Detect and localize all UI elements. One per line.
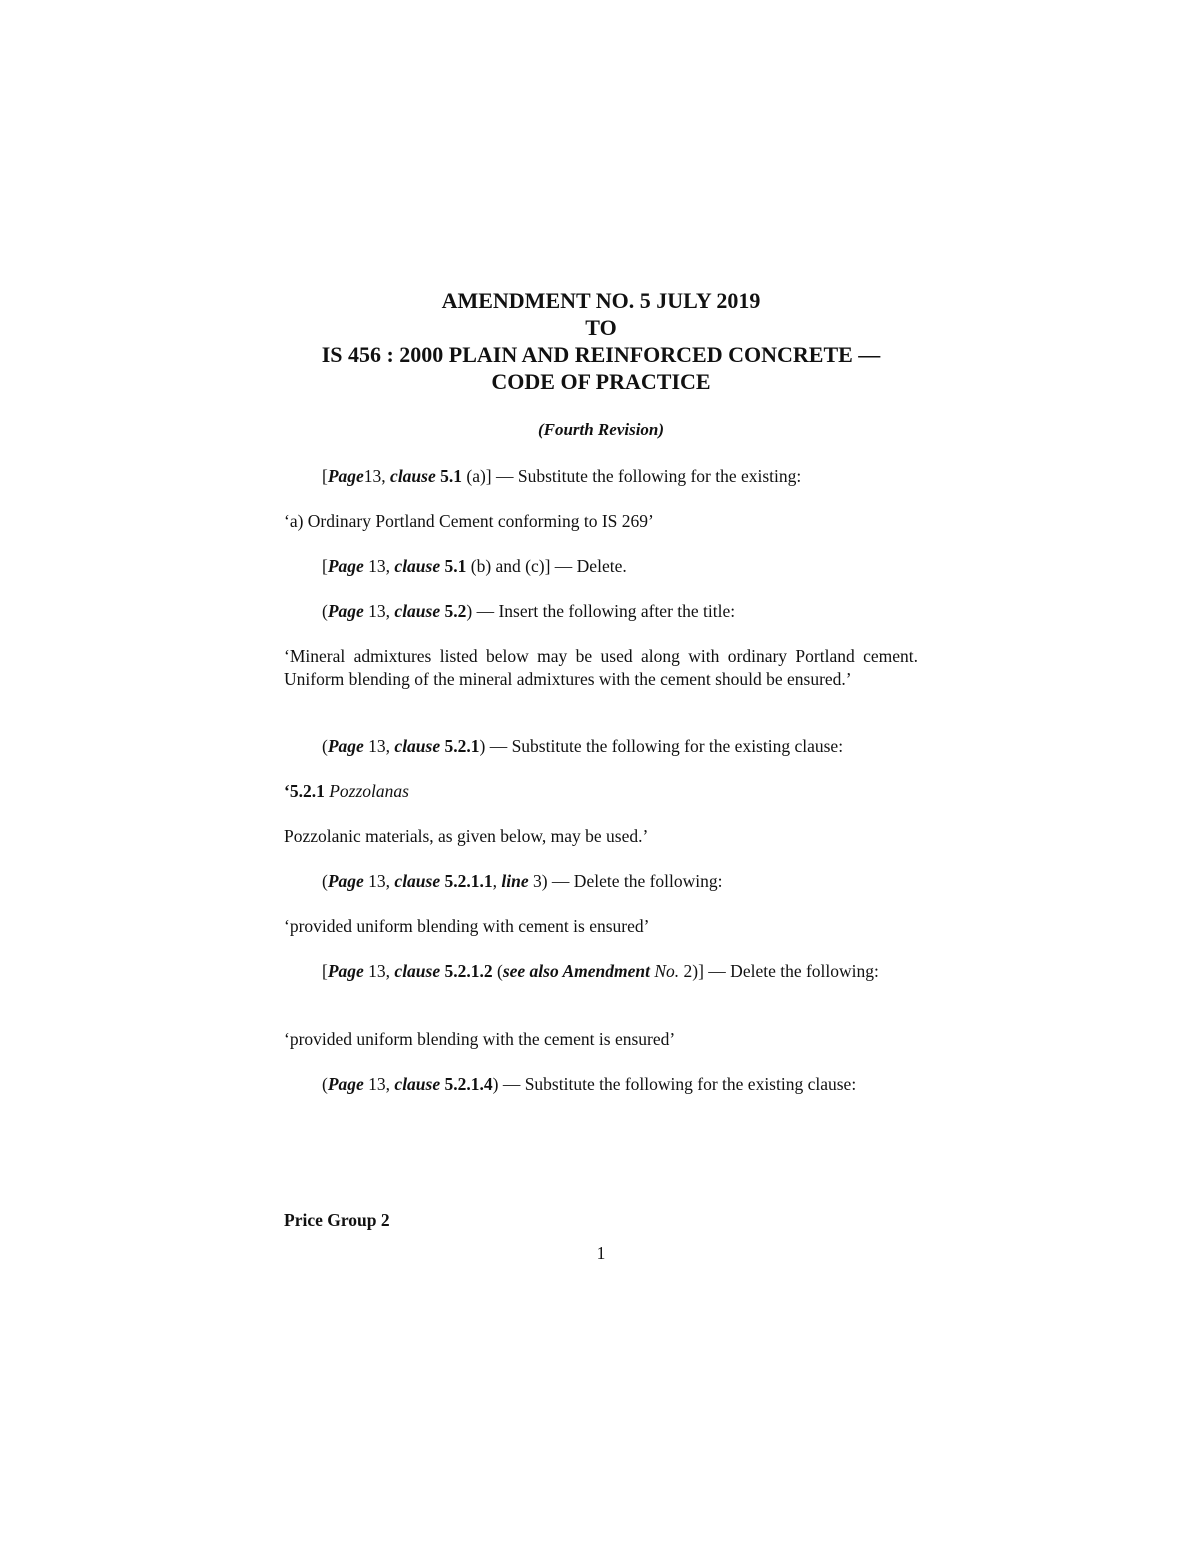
revision-label: (Fourth Revision) [537,420,665,439]
amendment-title: AMENDMENT NO. 5 JULY 2019 [441,288,761,313]
deleted-text-1: ‘provided uniform blending with cement is ensured’ [284,916,650,936]
clause-heading-pozzolanas: ‘5.2.1 Pozzolanas [284,781,409,801]
amendment-item-7: (Page 13, clause 5.2.1.4) — Substitute the following for the existing clause: [322,1074,857,1094]
amendment-item-1: [Page13, clause 5.1 (a)] — Substitute the following for the existing: [322,466,802,486]
title-to: TO [585,315,617,340]
standard-subtitle: CODE OF PRACTICE [491,369,711,394]
price-group: Price Group 2 [284,1210,390,1230]
amendment-item-3: (Page 13, clause 5.2) — Insert the following after the title: [322,601,736,621]
replacement-text-2: ‘Mineral admixtures listed below may be used along with ordinary Portland cement. Uniform blending of the mineral admixtures with the cement should be ensured.’ [284,646,918,689]
amendment-item-5: (Page 13, clause 5.2.1.1, line 3) — Delete the following: [322,871,723,891]
deleted-text-2: ‘provided uniform blending with the cement is ensured’ [284,1029,676,1049]
standard-title: IS 456 : 2000 PLAIN AND REINFORCED CONCRETE — [321,342,881,367]
replacement-text-1: ‘a) Ordinary Portland Cement conforming to IS 269’ [284,511,654,531]
replacement-text-3: Pozzolanic materials, as given below, may be used.’ [284,826,649,846]
document-page [284,0,918,1553]
amendment-item-2: [Page 13, clause 5.1 (b) and (c)] — Delete. [322,556,627,576]
page-number: 1 [596,1243,606,1263]
amendment-item-4: (Page 13, clause 5.2.1) — Substitute the following for the existing clause: [322,736,844,756]
amendment-item-6: [Page 13, clause 5.2.1.2 (see also Amendment No. 2)] — Delete the following: [322,961,879,981]
